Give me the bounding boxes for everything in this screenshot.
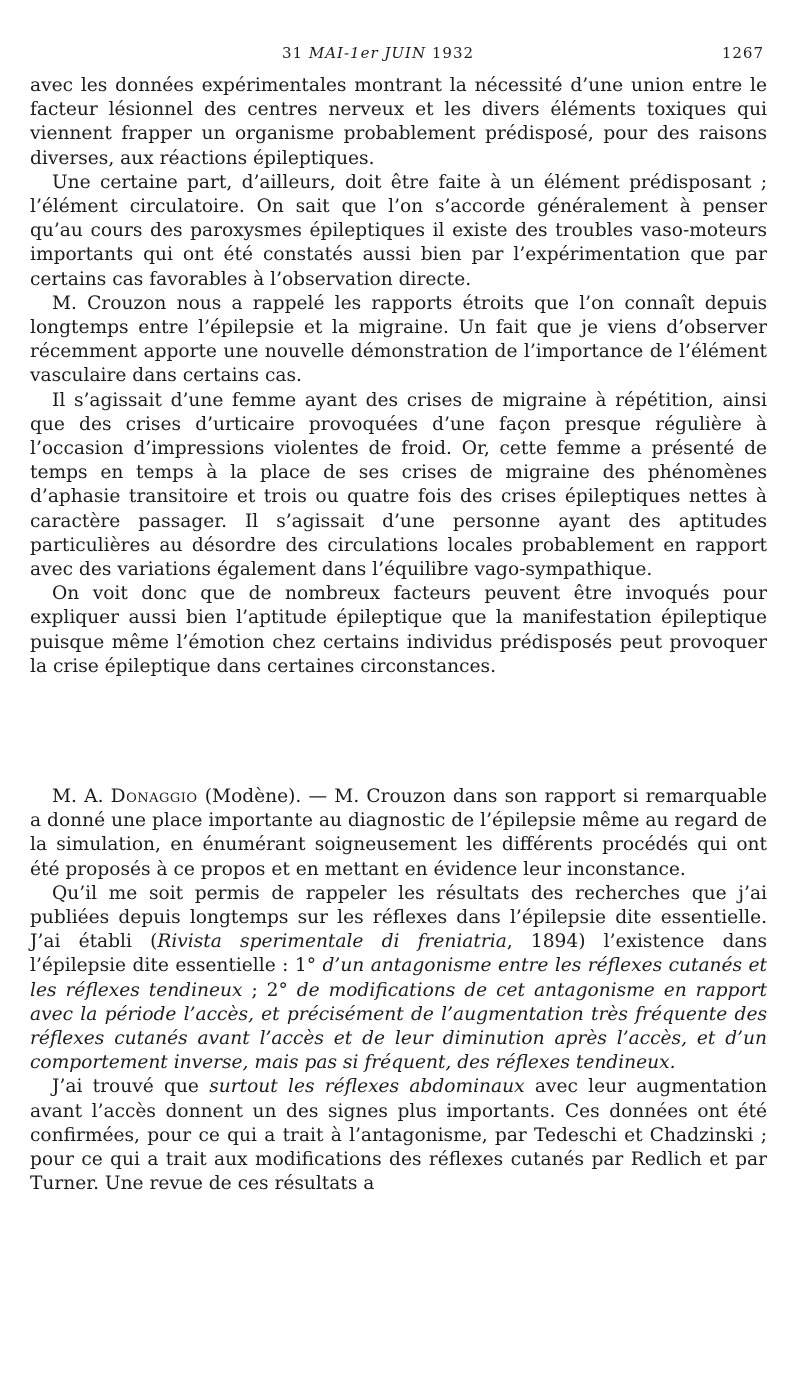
paragraph: J’ai trouvé que surtout les réflexes abdominaux avec leur augmentation avant l’accès donnent un des signes plus importants. Ces données ont été confirmées, pour ce qui a trait à l’antagonisme, par Tedeschi et Chadzinski ; pour ce qui a trait aux modifications des réflexes cutanés par Redlich et par Turner. Une revue de ces résultats a xyxy=(30,1076,767,1195)
paragraph: avec les données expérimentales montrant la nécessité d’une union entre le facteur lésionnel des centres nerveux et les divers éléments toxiques qui viennent frapper un organisme probablement prédisposé, pour des raisons diverses, aux réactions épileptiques. xyxy=(30,75,767,169)
discussion-continuation xyxy=(30,74,767,679)
running-header xyxy=(0,44,800,66)
speaker-name: Donaggio xyxy=(110,786,198,807)
page-number: 1267 xyxy=(721,44,764,62)
paragraph: M. A. Donaggio (Modène). — M. Crouzon dans son rapport si remarquable a donné une place importante au diagnostic de l’épilepsie même au regard de la simulation, en énumérant soigneusement les différents procédés qui ont été proposés à ce propos et en mettant en évidence leur inconstance. xyxy=(30,786,767,880)
header-date: 31 MAI-1er JUIN 1932 xyxy=(282,44,475,62)
paragraph: Une certaine part, d’ailleurs, doit être faite à un élément prédisposant ; l’élément circulatoire. On sait que l’on s’accorde généralement à penser qu’au cours des paroxysmes épileptiques il existe des troubles vaso-moteurs importants qui ont été constatés aussi bien par l’expérimentation que par certains cas favorables à l’observation directe. xyxy=(30,171,767,290)
paragraph: Qu’il me soit permis de rappeler les résultats des recherches que j’ai publiées depuis longtemps sur les réflexes dans l’épilepsie dite essentielle. J’ai établi (Rivista sperimentale di freniatria, 1894) l’existence dans l’épilepsie dite essentielle : 1° d’un antagonisme entre les réflexes cutanés et les réflexes tendineux ; 2° de modifications de cet antagonisme en rapport avec la période l’accès, et précisément de l’augmentation très fréquente des réflexes cutanés avant l’accès et de leur diminution après l’accès, et d’un comportement inverse, mais pas si fréquent, des réflexes tendineux. xyxy=(30,882,768,1074)
paragraph: Il s’agissait d’une femme ayant des crises de migraine à répétition, ainsi que des crises d’urticaire provoquées d’une façon presque régulière à l’occasion d’impressions violentes de froid. Or, cette femme a présenté de temps en temps à la place de ses crises de migraine des phénomènes d’aphasie transitoire et trois ou quatre fois des crises épileptiques nettes à caractère passager. Il s’agissait d’une personne ayant des aptitudes particulières au désordre des circulations locales probablement en rapport avec des variations également dans l’équilibre vago-sympathique. xyxy=(30,389,767,581)
donaggio-intervention xyxy=(30,785,767,1196)
journal-title: Rivista sperimentale di freniatria xyxy=(157,931,507,953)
paragraph: M. Crouzon nous a rappelé les rapports étroits que l’on connaît depuis longtemps entre l’épilepsie et la migraine. Un fait que je viens d’observer récemment apporte une nouvelle démonstration de l’importance de l’élément vasculaire dans certains cas. xyxy=(30,292,767,387)
paragraph: On voit donc que de nombreux facteurs peuvent être invoqués pour expliquer aussi bien l’aptitude épileptique que la manifestation épileptique puisque même l’émotion chez certains individus prédisposés peut provoquer la crise épileptique dans certaines circonstances. xyxy=(30,583,767,677)
